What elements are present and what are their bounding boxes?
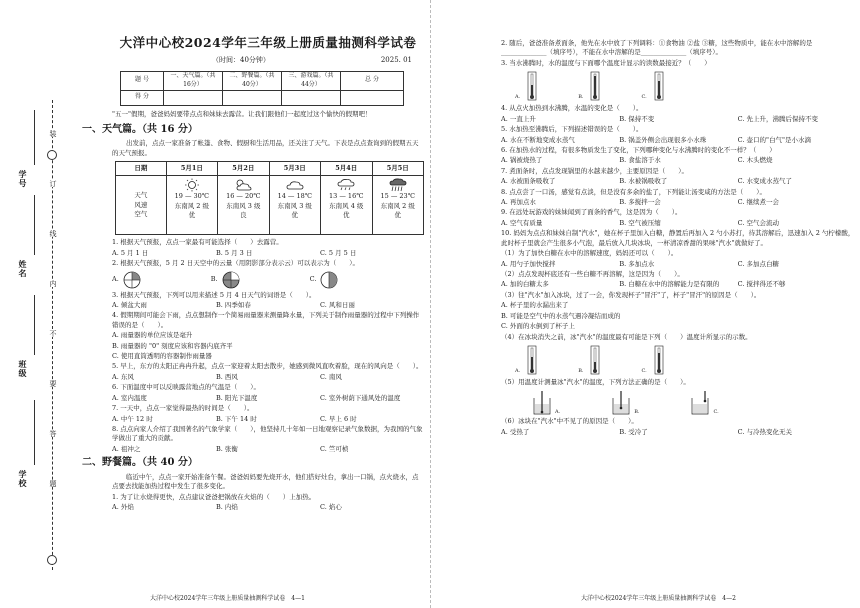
question-text: （5）用温度计测量冰"汽水"的温度，下列方法正确的是（ ）。	[501, 377, 690, 386]
option[interactable]: A. 水被面条吸收了	[501, 177, 556, 186]
option[interactable]: C. 搅拌得还不够	[737, 280, 786, 289]
weather-header-cell: 5月3日	[269, 162, 320, 176]
thermometer-icon	[649, 71, 669, 101]
option[interactable]	[531, 390, 560, 416]
question-text: （2）点点发现杯底还有一些白糖不再溶解，这是因为（ ）。	[501, 270, 684, 279]
exam-title: 大洋中心校2024学年三年级上册质量抽测科学试卷	[119, 35, 417, 50]
question-text: 1. 为了让水烧得更快，点点建议爸爸把锅放在火焰的（ ）上加热。	[112, 492, 316, 501]
option[interactable]	[610, 390, 639, 416]
option[interactable]: C. 室外树荫下通风处的温度	[320, 393, 401, 402]
question-options	[501, 428, 856, 437]
binding-mark: 线	[49, 230, 57, 237]
question-options	[112, 373, 424, 382]
option-label: B.	[578, 367, 584, 374]
question-options	[501, 219, 856, 228]
binding-label-student-id: 学号	[18, 170, 28, 188]
question-options	[501, 177, 856, 186]
weather-header-cell: 5月2日	[218, 162, 269, 176]
binding-label-name: 姓名	[18, 260, 28, 278]
option[interactable]: C. 竺可桢	[320, 444, 349, 453]
weather-header-cell: 5月5日	[372, 162, 424, 176]
thermometer-icon	[522, 345, 542, 375]
weather-day-cell	[321, 176, 372, 235]
weather-day-cell	[372, 176, 424, 235]
question-options	[112, 415, 424, 424]
option-label: C.	[641, 367, 647, 374]
question-text: （4）在冰块消失之前，冰"汽水"的温度最有可能是下列（ ）温度计所显示的示数。	[501, 332, 752, 341]
cloud-cover-options	[112, 271, 424, 289]
option[interactable]: B. 受冷了	[619, 427, 648, 436]
option[interactable]	[578, 345, 605, 375]
binding-hole-icon	[47, 555, 57, 565]
option[interactable]: C. 南风	[320, 372, 342, 381]
option[interactable]: A. 5 月 1 日	[112, 248, 149, 257]
weather-air: 优	[291, 211, 299, 220]
binding-hole-icon	[47, 150, 57, 160]
option[interactable]: B. 锅盖外侧会出现很多小水珠	[619, 135, 707, 144]
option[interactable]: C. 焰心	[320, 503, 342, 512]
weather-row-label: 天气 风速 空气	[116, 176, 167, 235]
binding-mark: 订	[49, 180, 57, 187]
cloud-icon	[284, 178, 306, 192]
section-2-title: 二、野餐篇。（共 40 分）	[82, 457, 198, 469]
weather-temp: 14 — 18℃	[277, 192, 313, 201]
option[interactable]: A. 再加点水	[501, 198, 536, 207]
weather-air: 良	[240, 211, 247, 220]
intro-text: "五一"假期，爸爸妈妈要带点点和妹妹去露营。让我们跟他们一起度过这个愉快的假期吧！	[112, 109, 372, 118]
cloud-cover-quarter-icon	[123, 271, 141, 289]
question-options	[501, 260, 856, 269]
question-text: 5. 水加热至沸腾后，下列描述错误的是（ ）。	[501, 125, 643, 134]
question-text: 3. 根据天气预报，下列可以用来描述 5 月 4 日天气的词语是（ ）。	[112, 290, 316, 299]
option[interactable]: B. 白糖在水中的溶解能力是有限的	[619, 280, 720, 289]
thermometer-options	[515, 345, 856, 375]
weather-wind: 东南风 2 级	[380, 201, 415, 210]
option[interactable]: A. 受热了	[501, 427, 530, 436]
option[interactable]: C. 继续煮一会	[737, 198, 780, 207]
option[interactable]: C. 水变成水蒸气了	[737, 177, 793, 186]
score-table	[120, 71, 404, 105]
option[interactable]: C. 先上升，沸腾后保持不变	[737, 114, 819, 123]
option[interactable]: A. 倾盆大雨	[112, 300, 147, 309]
question-text: 2. 根据天气预报，5 月 2 日天空中的云量（用阴影部分表示云）可以表示为（ ）。	[112, 259, 359, 268]
option-label: A.	[515, 94, 521, 101]
question-text: 6. 下面温度中可以反映露营地点的气温是（ ）。	[112, 383, 261, 392]
section-1-title: 一、天气篇。（共 16 分）	[82, 123, 198, 135]
option[interactable]: A. 东风	[112, 372, 134, 381]
option[interactable]: C. 使用直筒透明的容器制作雨量器	[112, 352, 212, 361]
score-header-cell: 三、游戏篇。（共44分）	[282, 72, 341, 90]
question-options	[501, 198, 856, 207]
binding-mark: 题	[49, 480, 57, 487]
option[interactable]: C. 与冷热变化无关	[737, 427, 793, 436]
thermometer-icon	[522, 71, 542, 101]
option[interactable]	[641, 71, 668, 101]
binding-label-class: 班级	[18, 360, 28, 378]
option[interactable]: B. 空气被压缩	[619, 218, 661, 227]
weather-temp: 13 — 16℃	[329, 192, 364, 201]
sun-icon	[181, 178, 203, 192]
binding-mark: 装	[49, 130, 57, 137]
thermometer-icon	[585, 71, 605, 101]
partly-cloudy-icon	[232, 178, 254, 192]
binding-mark: 内	[49, 280, 57, 287]
score-header-cell: 题 号	[121, 72, 164, 90]
option[interactable]: C. 壶口的"白气"是小水滴	[737, 135, 812, 144]
option[interactable]	[515, 71, 542, 101]
page-footer: 大洋中心校2024学年三年级上册质量抽测科学试卷 4—1	[150, 595, 305, 602]
option[interactable]: B. 多搅拌一会	[619, 198, 661, 207]
question-text: 6. 在加热水的过程，有很多物质发生了变化，下列哪种变化与水沸腾时的变化不一样？（ ）	[501, 145, 776, 154]
binding-label-school: 学校	[18, 470, 28, 488]
weather-day-cell	[166, 176, 217, 235]
question-text: 8. 点点向家人介绍了我国著名的气象学家（ ），他坚持几十年如一日地观察记录气象数据，为我国的气象学做出了重大的贡献。	[112, 425, 423, 443]
option[interactable]: A. 一直上升	[501, 114, 536, 123]
weather-day-cell	[269, 176, 320, 235]
option[interactable]: B. 5 月 3 日	[216, 248, 253, 257]
exam-subtitle-row	[112, 55, 424, 67]
question-options	[112, 301, 424, 310]
question-text: 8. 点点尝了一口汤，感觉有点淡，但是没有多余的盐了，下列能让汤变咸的方法是（ ）。	[501, 187, 767, 196]
option[interactable]: B. 保持不变	[619, 114, 655, 123]
option[interactable]: B. 阳光下温度	[216, 393, 258, 402]
option[interactable]: C. 外面的水倒到了杯子上	[501, 322, 575, 331]
option[interactable]: C. 木头燃烧	[737, 156, 773, 165]
question-text: 4. 从点火加热到水沸腾，水温的变化是（ ）。	[501, 104, 643, 113]
weather-temp: 15 — 23℃	[380, 192, 415, 201]
question-text: 3. 当水沸腾时，水的温度与下面哪个温度计显示的读数最接近？（ ）	[501, 58, 711, 67]
option[interactable]: C. 早上 6 时	[320, 414, 357, 423]
score-cell[interactable]	[223, 90, 282, 105]
score-cell[interactable]	[282, 90, 341, 105]
option[interactable]: A. 外焰	[112, 503, 134, 512]
right-page	[430, 0, 860, 608]
score-header-cell: 二、野餐篇。（共40分）	[223, 72, 282, 90]
beaker-thermometer-icon	[531, 390, 553, 416]
option-label: B.	[210, 274, 218, 283]
beaker-thermometer-icon	[689, 390, 711, 416]
question-text: （1）为了加快白糖在水中的溶解速度，妈妈还可以（ ）。	[501, 249, 678, 258]
weather-header-cell: 日期	[116, 162, 167, 176]
beaker-options	[531, 390, 856, 416]
score-row-label: 得 分	[121, 90, 164, 105]
option[interactable]: B. 西风	[216, 372, 238, 381]
option[interactable]: A. 杯子里的水漏出来了	[501, 301, 569, 310]
beaker-thermometer-icon	[610, 390, 632, 416]
cloud-cover-three-quarter-icon	[222, 271, 240, 289]
weather-wind: 东南风 3 级	[226, 201, 261, 210]
option[interactable]: A. 加的白糖太多	[501, 280, 549, 289]
option[interactable]: C. 5 月 5 日	[320, 248, 357, 257]
binding-mark: 要	[49, 380, 57, 387]
heavy-rain-icon	[387, 178, 409, 192]
weather-day-cell	[218, 176, 269, 235]
left-content	[82, 34, 424, 512]
class-field[interactable]	[34, 295, 36, 355]
weather-temp: 16 — 20℃	[226, 192, 261, 201]
thermometer-icon	[585, 345, 605, 375]
option-label: A.	[555, 409, 561, 416]
binding-margin	[4, 100, 104, 570]
question-text: 7. 一天中，点点一家觉得最热的时间是（ ）。	[112, 404, 254, 413]
option[interactable]: B. 四季如春	[216, 300, 251, 309]
exam-time: （时间：40分钟）	[212, 56, 270, 65]
option-label: A.	[515, 367, 521, 374]
weather-wind: 东南风 2 级	[174, 201, 209, 210]
question-text: 2. 随后，爸爸准备煮面条，他先在水中放了下列调料：①食物油 ②盐 ③糖，这些物质中，能在水中溶解的是______________（填序号），不能在水中溶解的是______________（填序号）。	[501, 39, 813, 57]
weather-air: 优	[188, 211, 196, 220]
rain-icon	[335, 178, 357, 192]
question-text: （3）往"汽水"加入冰块，过了一会，你发现杯子"冒汗"了，杯子"冒汗"的原因是（ ）。	[501, 290, 761, 299]
option-label: C.	[641, 94, 647, 101]
question-options	[112, 445, 424, 454]
question-options	[501, 115, 856, 124]
question-text: 1. 根据天气预报，点点一家最有可能选择（ ）去露营。	[112, 238, 283, 247]
question-text: 7. 煮面条时，点点发现锅里的水越来越少，主要原因是（ ）。	[501, 166, 689, 175]
option[interactable]: B. 水被锅吸收了	[619, 177, 668, 186]
weather-header-cell: 5月4日	[321, 162, 372, 176]
question-options	[501, 136, 856, 145]
question-text: 10. 妈妈为点点和妹妹自制"汽水"，她在杯子里加入白糖，静置后再加入 2 勺小苏打，待其溶解后，迅速加入 2 勺柠檬酸，此时杯子里就会产生很多小气泡，最后放入几块冰块，一杯清凉香甜的果味"汽水"就做好了。	[501, 229, 855, 247]
option-label: B.	[634, 409, 640, 416]
page-footer: 大洋中心校2024学年三年级上册质量抽测科学试卷 4—2	[581, 595, 736, 602]
binding-mark: 答	[49, 430, 57, 437]
option[interactable]: B. 内焰	[216, 503, 238, 512]
question-text: 5. 早上，东方的太阳正冉冉升起，点点一家迎着太阳去散步，她感到微风直吹着脸，现在的风向是（ ）。	[112, 362, 423, 371]
option[interactable]	[211, 271, 240, 289]
binding-mark: 不	[49, 330, 57, 337]
weather-header-cell: 5月1日	[166, 162, 217, 176]
option[interactable]: A. 用勺子加快搅拌	[501, 259, 556, 268]
option[interactable]: B. 食盐溶于水	[619, 156, 661, 165]
option-label: C.	[713, 409, 719, 416]
name-field[interactable]	[34, 195, 36, 255]
cloud-cover-half-icon	[320, 271, 338, 289]
option[interactable]: C. 空气会流动	[737, 218, 780, 227]
question-options	[501, 280, 856, 289]
option-label: A.	[112, 274, 119, 283]
thermometer-icon	[649, 345, 669, 375]
score-cell[interactable]	[164, 90, 223, 105]
section-2-intro: 临近中午，点点一家开始准备午餐。爸爸妈妈要先烧开水，他们搭好灶台，拿出一口锅，点火烧水，点点要去找能加热过程中发生了很多变化。	[112, 472, 419, 491]
weather-table	[115, 161, 424, 235]
option[interactable]: A. 锅被烧热了	[501, 156, 543, 165]
section-1-intro: 出发前，点点一家准备了帐篷、食物、假厨和生活用品，还关注了天气。下表是点点查询到的假期五天的天气预报。	[112, 139, 419, 157]
weather-wind: 东南风 4 级	[329, 201, 364, 210]
school-field[interactable]	[34, 400, 36, 465]
exam-date: 2025. 01	[380, 56, 412, 65]
right-content	[501, 38, 856, 437]
score-cell[interactable]	[341, 90, 404, 105]
option[interactable]	[112, 271, 141, 289]
question-options	[501, 156, 856, 165]
option[interactable]: B. 雨量器的 "0" 刻度应该和容器内底齐平	[112, 341, 233, 350]
question-options	[112, 249, 424, 258]
option[interactable]: A. 中午 12 时	[112, 414, 153, 423]
option[interactable]: A. 祖冲之	[112, 444, 141, 453]
question-options	[112, 503, 424, 512]
option-label: B.	[578, 94, 584, 101]
option[interactable]	[310, 271, 339, 289]
option[interactable]: C. 多加点白糖	[737, 259, 780, 268]
score-header-cell: 一、天气篇。（共16分）	[164, 72, 223, 90]
option[interactable]	[641, 345, 668, 375]
question-text: 9. 在远处玩游戏的妹妹闻到了面条的香气，这是因为（ ）。	[501, 208, 682, 217]
option[interactable]: C. 风和日丽	[320, 300, 355, 309]
option[interactable]	[515, 345, 542, 375]
score-header-cell: 总 分	[341, 72, 404, 90]
weather-wind: 东南风 3 级	[277, 201, 312, 210]
weather-air: 优	[343, 211, 350, 220]
option-label: C.	[309, 274, 317, 283]
question-text: （6）冰块在"汽水"中不见了的原因是（ ）。	[501, 417, 638, 426]
option[interactable]: B. 可能是空气中的水蒸气遇冷凝结而成的	[501, 311, 621, 320]
option[interactable]: A. 水在不断地变成水蒸气	[501, 135, 575, 144]
option[interactable]: B. 多加点水	[619, 259, 655, 268]
option[interactable]	[689, 390, 718, 416]
option[interactable]: A. 雨量器的单位应该是毫升	[112, 331, 193, 340]
weather-air: 优	[394, 211, 401, 220]
option[interactable]: A. 空气有质量	[501, 218, 543, 227]
option[interactable]: B. 下午 14 时	[216, 414, 257, 423]
thermometer-options	[515, 71, 856, 101]
question-options	[112, 394, 424, 403]
student-id-field[interactable]	[34, 110, 36, 165]
option[interactable]: A. 室内温度	[112, 393, 147, 402]
weather-temp: 19 — 30℃	[174, 192, 210, 201]
option[interactable]	[578, 71, 605, 101]
option[interactable]: B. 张衡	[216, 444, 238, 453]
question-text: 4. 假期期间可能会下雨，点点想制作一个简易雨量器来测量降水量，下列关于制作雨量器的过程中下列操作错误的是（ ）。	[112, 311, 420, 329]
